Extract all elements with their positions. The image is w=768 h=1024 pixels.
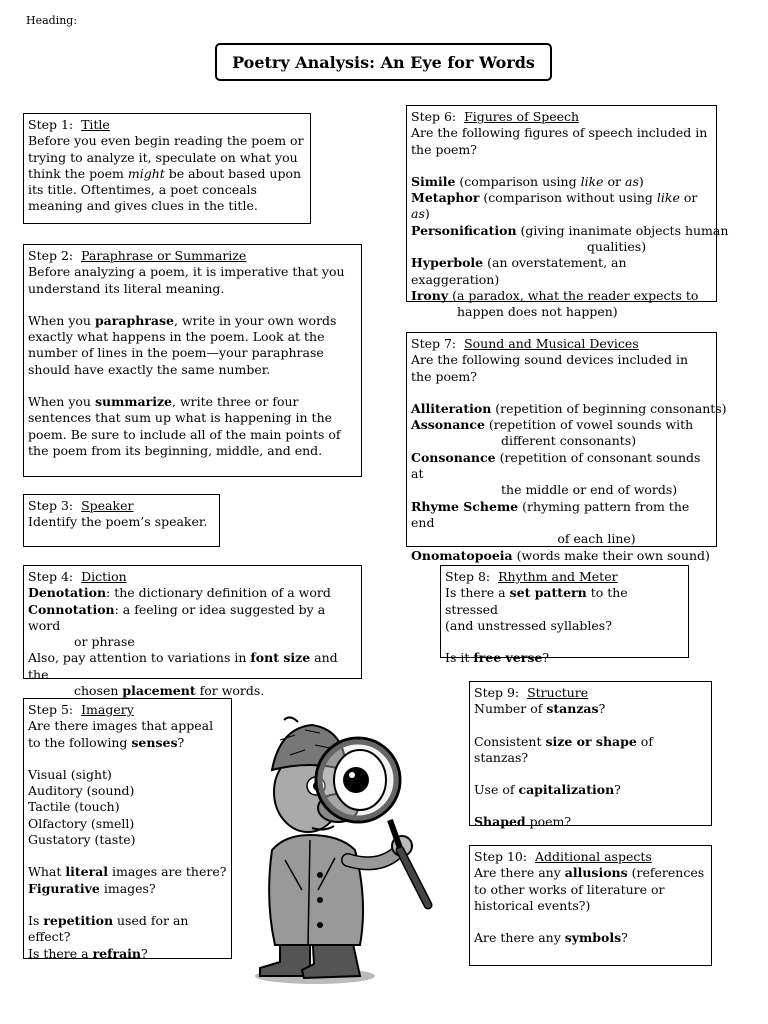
step3-box — [23, 494, 220, 547]
step5-box — [23, 698, 232, 959]
step1-name: Title — [81, 117, 110, 132]
assonance-cont: different consonants) — [501, 433, 637, 449]
step10-heading: Step 10: Additional aspects — [474, 849, 652, 864]
sense-visual: Visual (sight) — [28, 766, 112, 782]
step2-para-2: When you paraphrase, write in your own words exactly what happens in the poem. Look at the number of lines in the poem—your paraphrase should have exactly the same number. — [28, 312, 337, 377]
hyperbole-item: Hyperbole (an overstatement, an exaggeration) — [411, 255, 627, 287]
irony-cont: happen does not happen) — [457, 304, 618, 320]
step5-refrain: Is there a refrain? — [28, 945, 148, 961]
step8-heading: Step 8: Rhythm and Meter — [445, 569, 618, 584]
assonance-item: Assonance (repetition of vowel sounds with — [411, 417, 694, 433]
step8-line1: Is there a set pattern to the stressed — [445, 585, 628, 617]
step2-heading: Step 2: Paraphrase or Summarize — [28, 248, 247, 263]
step9-line1: Number of stanzas? — [474, 701, 606, 717]
step8-line3: Is it free verse? — [445, 650, 550, 666]
step4-denotation: Denotation: the dictionary definition of a word — [28, 585, 331, 601]
step2-para-1: Before analyzing a poem, it is imperative that you understand its literal meaning. — [28, 264, 345, 296]
step10-line1: Are there any allusions (references to other works of literature or historical events?) — [474, 865, 705, 913]
step4-connotation-cont: or phrase — [74, 634, 135, 650]
step9-box — [469, 681, 712, 830]
step10-line2: Are there any symbols? — [474, 930, 628, 946]
sense-auditory: Auditory (sound) — [28, 783, 135, 799]
detective-illustration — [250, 700, 440, 990]
step9-line3: Use of capitalization? — [474, 782, 621, 798]
step8-box — [440, 565, 689, 666]
step4-also-cont: chosen placement for words. — [74, 683, 265, 699]
step1-text: Before you even begin reading the poem or trying to analyze it, speculate on what you think the poem might be about based upon its title. Oftentimes, a poet conceals meaning and gives clues in the title. — [28, 133, 304, 214]
step9-line2: Consistent size or shape of stanzas? — [474, 733, 653, 765]
step4-connotation: Connotation: a feeling or idea suggested by a word — [28, 601, 326, 633]
irony-item: Irony (a paradox, what the reader expects to — [411, 287, 699, 303]
step10-box — [469, 845, 712, 966]
heading-label: Heading: — [26, 14, 78, 27]
step7-heading: Step 7: Sound and Musical Devices — [411, 336, 639, 351]
step9-heading: Step 9: Structure — [474, 685, 589, 700]
personification-cont: qualities) — [586, 239, 647, 255]
onomatopoeia-item: Onomatopoeia (words make their own sound) — [411, 547, 710, 563]
metaphor-item: Metaphor (comparison without using like or as) — [411, 190, 698, 222]
step4-heading: Step 4: Diction — [28, 569, 127, 584]
consonance-item: Consonance (repetition of consonant sounds at — [411, 449, 701, 482]
step6-intro: Are the following figures of speech included in the poem? — [411, 125, 708, 157]
step3-text: Identify the poem’s speaker. — [28, 514, 208, 530]
step5-repetition: Is repetition used for an effect? — [28, 912, 189, 945]
step7-box — [406, 332, 727, 563]
step5-intro: Are there images that appeal to the following senses? — [28, 718, 214, 750]
sense-tactile: Tactile (touch) — [28, 799, 120, 815]
step4-also: Also, pay attention to variations in font size and the — [28, 650, 338, 682]
step5-figurative: Figurative images? — [28, 880, 156, 896]
step9-line4: Shaped poem? — [474, 814, 572, 830]
sense-gustatory: Gustatory (taste) — [28, 832, 136, 848]
rhyme-scheme-cont: of each line) — [557, 531, 636, 547]
step1-heading — [28, 117, 306, 133]
step6-heading: Step 6: Figures of Speech — [411, 109, 580, 124]
step5-heading: Step 5: Imagery — [28, 702, 134, 717]
step8-line2: (and unstressed syllables? — [445, 617, 612, 633]
step4-box — [23, 565, 362, 699]
step2-para-3: When you summarize, write three or four sentences that sum up what is happening in the poem. Be sure to include all of the main points of the poem from its beginning, middle, and end. — [28, 394, 341, 458]
step1-box — [23, 113, 311, 224]
detective-magnifier-icon — [250, 700, 440, 990]
step1-label: Step 1: — [28, 117, 74, 132]
simile-item: Simile (comparison using like or as) — [411, 173, 644, 189]
step3-heading: Step 3: Speaker — [28, 498, 134, 513]
personification-item: Personification (giving inanimate objects human — [411, 222, 729, 238]
consonance-cont: the middle or end of words) — [501, 482, 678, 498]
step6-box — [406, 105, 729, 320]
page-title: Poetry Analysis: An Eye for Words — [215, 43, 552, 81]
alliteration-item: Alliteration (repetition of beginning consonants) — [411, 400, 727, 416]
step2-box — [23, 244, 362, 477]
sense-olfactory: Olfactory (smell) — [28, 815, 135, 831]
step5-literal: What literal images are there? — [28, 864, 227, 880]
step7-intro: Are the following sound devices included in the poem? — [411, 352, 688, 384]
rhyme-scheme-item: Rhyme Scheme (rhyming pattern from the end — [411, 498, 690, 530]
